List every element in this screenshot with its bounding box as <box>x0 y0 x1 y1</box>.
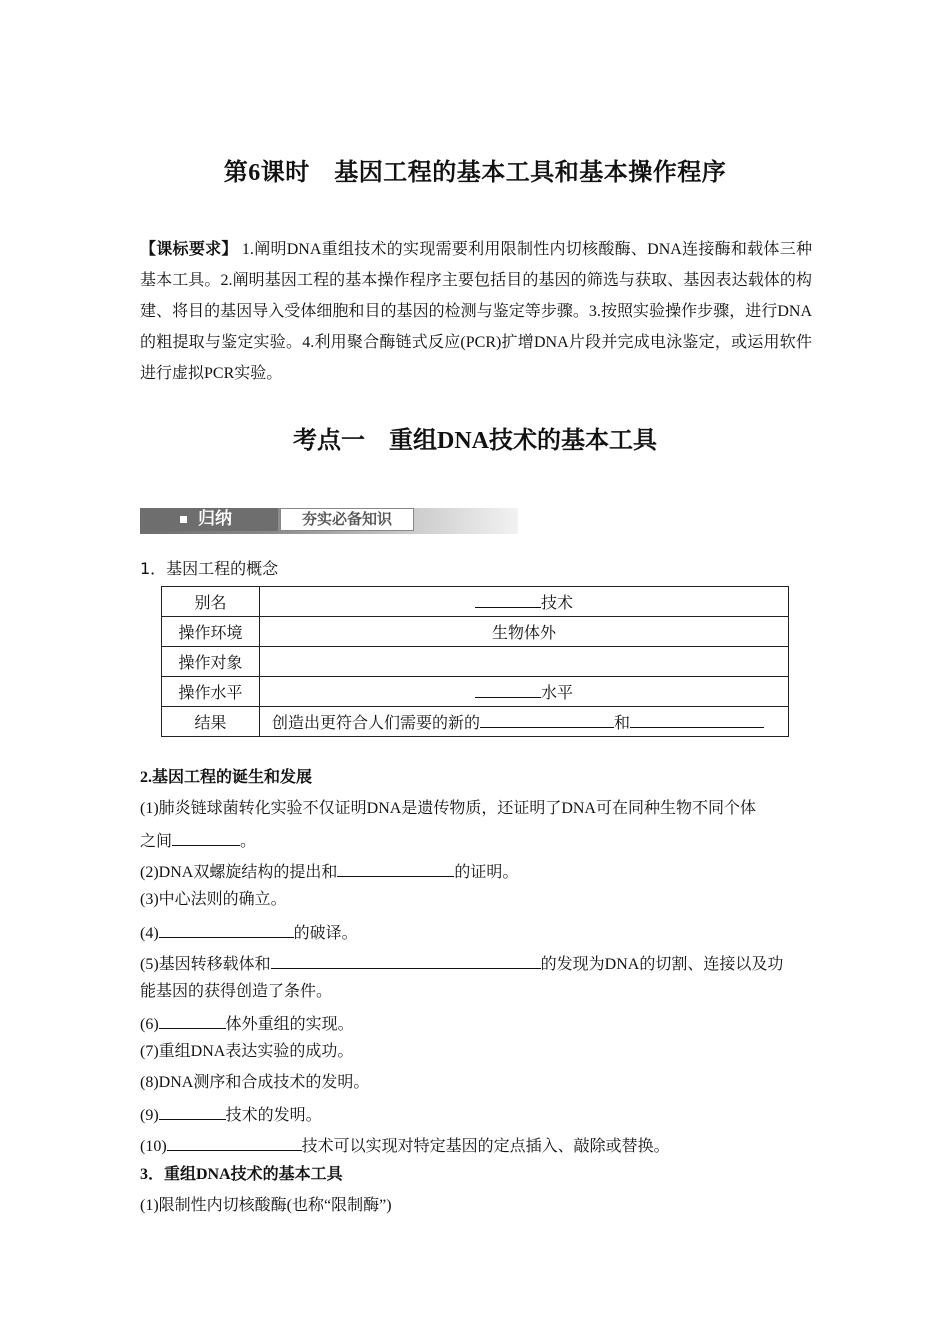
item2-line5b: 能基因的获得创造了条件。 <box>140 983 333 1000</box>
item2-line4: (4) 的破译。 <box>140 921 812 944</box>
section-heading: 考点一 重组DNA技术的基本工具 <box>293 428 657 454</box>
item2-heading: 2.基因工程的诞生和发展 <box>140 769 313 786</box>
row-label-object: 操作对象 <box>162 647 260 677</box>
table-row <box>162 707 789 737</box>
fill-blank[interactable] <box>475 681 541 698</box>
cell-object <box>260 647 789 677</box>
banner-right-label: 夯实必备知识 <box>280 508 414 531</box>
item1-heading: 1．基因工程的概念 <box>140 559 279 578</box>
row-label-level: 操作水平 <box>162 677 260 707</box>
fill-blank[interactable] <box>159 1012 226 1029</box>
requirements-label: 【课标要求】 <box>140 241 238 258</box>
item2-line2: (2)DNA双螺旋结构的提出和 的证明。 <box>140 860 812 883</box>
fill-blank[interactable] <box>337 860 454 877</box>
item2-line7: (7)重组DNA表达实验的成功。 <box>140 1043 354 1060</box>
banner-left-label: 归纳 <box>198 509 232 529</box>
table-row <box>162 647 789 677</box>
summary-banner <box>140 505 520 535</box>
lesson-title: 第6课时 基因工程的基本工具和基本操作程序 <box>223 160 727 186</box>
fill-blank[interactable] <box>630 711 764 728</box>
row-label-result: 结果 <box>162 707 260 737</box>
item3-heading: 3．重组DNA技术的基本工具 <box>140 1166 343 1183</box>
item2-line1b: 之间 。 <box>140 829 812 852</box>
fill-blank[interactable] <box>172 829 240 846</box>
cell-environment: 生物体外 <box>260 617 789 647</box>
item2-line8: (8)DNA测序和合成技术的发明。 <box>140 1074 370 1091</box>
item2-line6: (6) 体外重组的实现。 <box>140 1012 812 1035</box>
item2-line3: (3)中心法则的确立。 <box>140 891 287 908</box>
item2-line1a: (1)肺炎链球菌转化实验不仅证明DNA是遗传物质，还证明了DNA可在同种生物不同个体 <box>140 800 756 817</box>
requirements-text: 1.阐明DNA重组技术的实现需要利用限制性内切核酸酶、DNA连接酶和载体三种基本工具。2.阐明基因工程的基本操作程序主要包括目的基因的筛选与获取、基因表达载体的构建、将目的基因导入受体细胞和目的基因的检测与鉴定等步骤。3.按照实验操作步骤，进行DNA的粗提取与鉴定实验。4.利用聚合酶链式反应(PCR)扩增DNA片段并完成电泳鉴定，或运用软件进行虚拟PCR实验。 <box>140 241 812 382</box>
item2-line5: (5)基因转移载体和 的发现为DNA的切割、连接以及功 <box>140 952 812 975</box>
curriculum-requirements <box>140 234 812 389</box>
row-label-alias: 别名 <box>162 587 260 617</box>
fill-blank[interactable] <box>159 1103 226 1120</box>
square-bullet-icon <box>180 516 187 523</box>
banner-left-tab <box>140 508 278 531</box>
item2-line10: (10) 技术可以实现对特定基因的定点插入、敲除或替换。 <box>140 1134 812 1157</box>
concept-table <box>161 586 789 737</box>
table-row <box>162 587 789 617</box>
cell-result: 创造出更符合人们需要的新的 和 <box>260 707 789 737</box>
row-label-environment: 操作环境 <box>162 617 260 647</box>
table-row <box>162 677 789 707</box>
cell-alias: 技术 <box>260 587 789 617</box>
item3-line1: (1)限制性内切核酸酶(也称“限制酶”) <box>140 1197 392 1214</box>
fill-blank[interactable] <box>475 591 541 608</box>
table-row <box>162 617 789 647</box>
item2-line9: (9) 技术的发明。 <box>140 1103 812 1126</box>
fill-blank[interactable] <box>159 921 294 938</box>
fill-blank[interactable] <box>480 711 614 728</box>
cell-level: 水平 <box>260 677 789 707</box>
fill-blank[interactable] <box>271 952 541 969</box>
fill-blank[interactable] <box>167 1134 302 1151</box>
